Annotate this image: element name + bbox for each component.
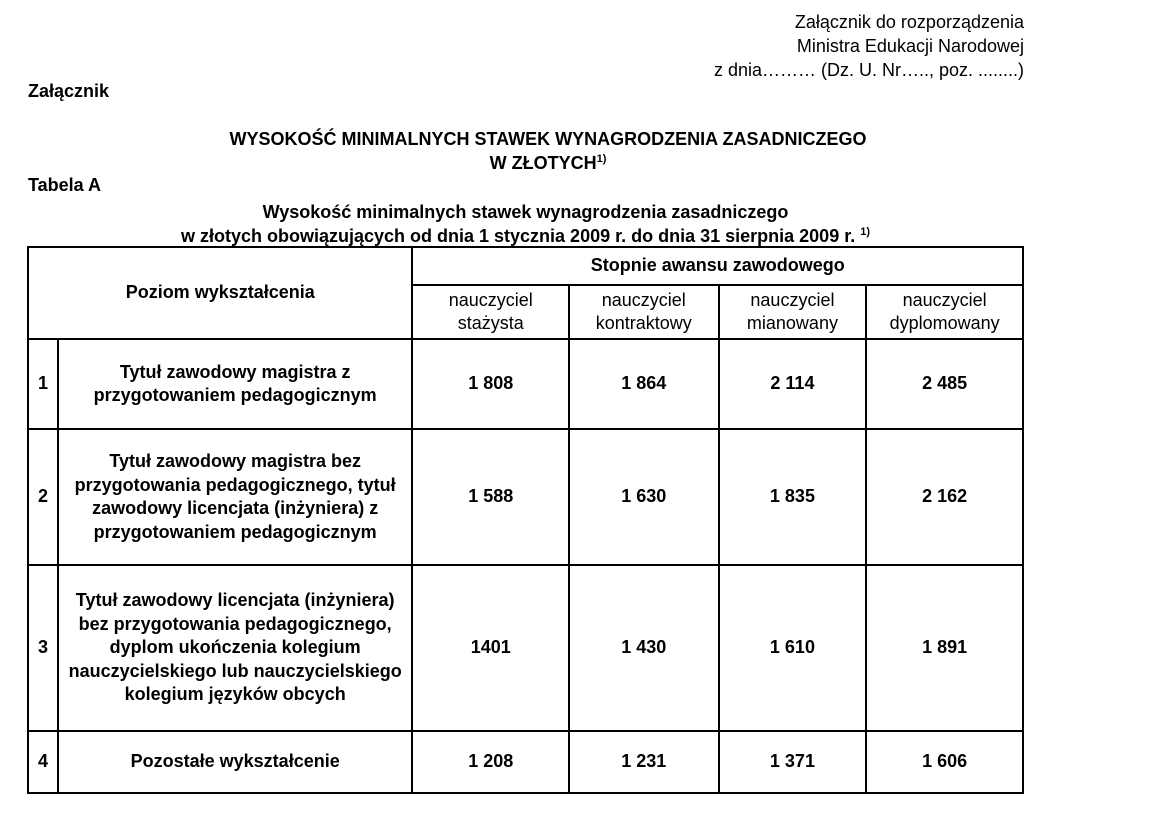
table-row <box>28 429 1023 565</box>
value-cell: 1 371 <box>719 731 867 793</box>
value-cell: 1 588 <box>412 429 569 565</box>
column-header-dyplomowany: nauczyciel dyplomowany <box>866 285 1023 339</box>
header-line-1: Załącznik do rozporządzenia <box>794 12 1024 32</box>
row-number: 2 <box>28 429 58 565</box>
value-cell: 2 162 <box>866 429 1023 565</box>
education-cell: Pozostałe wykształcenie <box>58 731 413 793</box>
column-header-mianowany: nauczyciel mianowany <box>719 285 867 339</box>
main-title-footnote: 1) <box>596 153 607 165</box>
group-header: Stopnie awansu zawodowego <box>412 247 1023 285</box>
value-cell: 1 891 <box>866 565 1023 731</box>
row-number: 3 <box>28 565 58 731</box>
table-row <box>28 339 1023 429</box>
header-row-1 <box>28 247 1023 285</box>
education-cell: Tytuł zawodowy licencjata (inżyniera) bez przygotowania pedagogicznego, dyplom ukończenia kolegium nauczycielskiego lub nauczycielskiego kolegium języków obcych <box>58 565 413 731</box>
header-line-3: z dnia……… (Dz. U. Nr….., poz. ........) <box>713 60 1024 80</box>
row-number: 4 <box>28 731 58 793</box>
value-cell: 1 430 <box>569 565 719 731</box>
education-header: Poziom wykształcenia <box>28 247 412 339</box>
table-row <box>28 565 1023 731</box>
main-title <box>28 127 1068 175</box>
value-cell: 1 808 <box>412 339 569 429</box>
value-cell: 2 485 <box>866 339 1023 429</box>
education-cell: Tytuł zawodowy magistra z przygotowaniem pedagogicznym <box>58 339 413 429</box>
table-title-footnote: 1) <box>860 226 871 238</box>
document-header <box>604 10 1024 82</box>
salary-table <box>27 246 1024 794</box>
value-cell: 2 114 <box>719 339 867 429</box>
table-row <box>28 731 1023 793</box>
main-title-line-1: WYSOKOŚĆ MINIMALNYCH STAWEK WYNAGRODZENIA ZASADNICZEGO <box>229 129 867 149</box>
table-title-line-2 <box>28 224 1023 248</box>
column-header-kontraktowy: nauczyciel kontraktowy <box>569 285 719 339</box>
column-header-stazysta: nauczyciel stażysta <box>412 285 569 339</box>
main-title-line-2 <box>28 151 1068 175</box>
table-label: Tabela A <box>28 175 102 195</box>
header-line-2: Ministra Edukacji Narodowej <box>796 36 1024 56</box>
table-title-line-2-text: w złotych obowiązujących od dnia 1 stycznia 2009 r. do dnia 31 sierpnia 2009 r. <box>180 226 856 246</box>
value-cell: 1 606 <box>866 731 1023 793</box>
value-cell: 1 835 <box>719 429 867 565</box>
value-cell: 1401 <box>412 565 569 731</box>
row-number: 1 <box>28 339 58 429</box>
table-title <box>28 200 1023 248</box>
value-cell: 1 864 <box>569 339 719 429</box>
education-cell: Tytuł zawodowy magistra bez przygotowania pedagogicznego, tytuł zawodowy licencjata (inżyniera) z przygotowaniem pedagogicznym <box>58 429 413 565</box>
value-cell: 1 208 <box>412 731 569 793</box>
table-title-line-1: Wysokość minimalnych stawek wynagrodzenia zasadniczego <box>262 202 789 222</box>
main-title-line-2-text: W ZŁOTYCH <box>489 153 597 173</box>
attachment-label: Załącznik <box>28 81 110 101</box>
value-cell: 1 231 <box>569 731 719 793</box>
value-cell: 1 610 <box>719 565 867 731</box>
value-cell: 1 630 <box>569 429 719 565</box>
